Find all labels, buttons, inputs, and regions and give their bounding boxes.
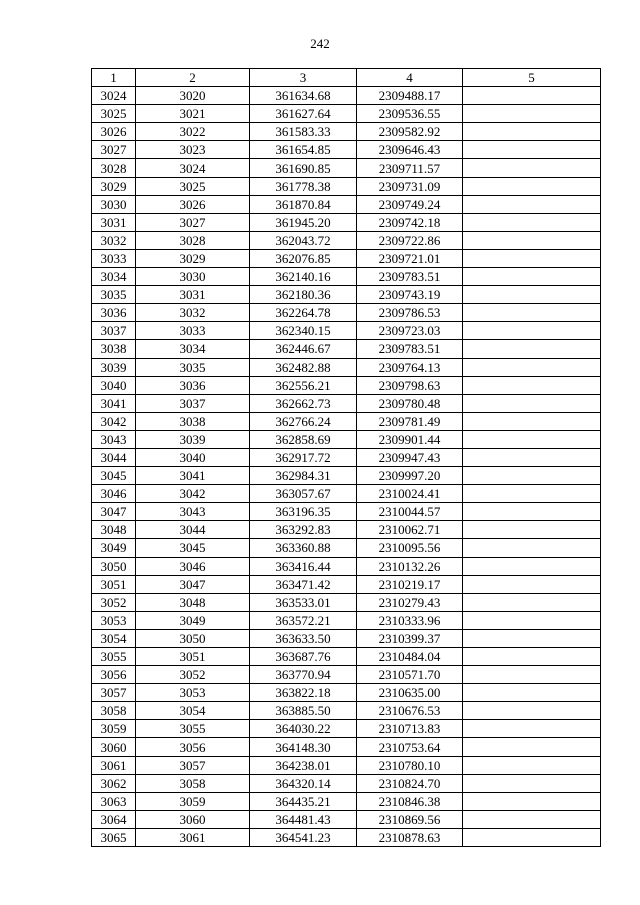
table-cell: 2310044.57 bbox=[357, 503, 463, 521]
table-cell bbox=[463, 629, 601, 647]
table-cell: 2309536.55 bbox=[357, 105, 463, 123]
table-cell: 3064 bbox=[92, 810, 136, 828]
table-cell: 3045 bbox=[92, 467, 136, 485]
table-cell: 3030 bbox=[92, 195, 136, 213]
table-cell: 3034 bbox=[136, 340, 250, 358]
table-cell bbox=[463, 141, 601, 159]
table-cell: 2310333.96 bbox=[357, 611, 463, 629]
table-cell: 3055 bbox=[92, 648, 136, 666]
table-row bbox=[92, 593, 601, 611]
table-cell bbox=[463, 774, 601, 792]
table-row bbox=[92, 702, 601, 720]
table-cell: 2309731.09 bbox=[357, 177, 463, 195]
table-cell: 2309488.17 bbox=[357, 87, 463, 105]
table-cell: 3039 bbox=[136, 430, 250, 448]
table-cell: 3024 bbox=[92, 87, 136, 105]
table-cell: 3025 bbox=[92, 105, 136, 123]
table-cell: 3044 bbox=[136, 521, 250, 539]
table-cell: 2310571.70 bbox=[357, 666, 463, 684]
table-cell bbox=[463, 249, 601, 267]
table-cell: 3022 bbox=[136, 123, 250, 141]
table-cell bbox=[463, 467, 601, 485]
column-header: 3 bbox=[250, 69, 357, 87]
table-cell: 364481.43 bbox=[250, 810, 357, 828]
table-cell: 361634.68 bbox=[250, 87, 357, 105]
table-row bbox=[92, 648, 601, 666]
table-cell bbox=[463, 123, 601, 141]
table-cell bbox=[463, 322, 601, 340]
table-cell: 3049 bbox=[92, 539, 136, 557]
table-cell: 3042 bbox=[92, 412, 136, 430]
table-cell: 364435.21 bbox=[250, 792, 357, 810]
table-cell: 363292.83 bbox=[250, 521, 357, 539]
table-cell: 3059 bbox=[136, 792, 250, 810]
table-body bbox=[92, 87, 601, 847]
table-row bbox=[92, 231, 601, 249]
table-cell: 3059 bbox=[92, 720, 136, 738]
table-row bbox=[92, 322, 601, 340]
table-cell: 2309798.63 bbox=[357, 376, 463, 394]
table-cell bbox=[463, 430, 601, 448]
table-cell: 2309646.43 bbox=[357, 141, 463, 159]
table-row bbox=[92, 177, 601, 195]
table-cell bbox=[463, 268, 601, 286]
table-cell: 3058 bbox=[92, 702, 136, 720]
table-cell: 3034 bbox=[92, 268, 136, 286]
table-row bbox=[92, 738, 601, 756]
table-cell: 3026 bbox=[136, 195, 250, 213]
table-cell: 3030 bbox=[136, 268, 250, 286]
table-cell: 3027 bbox=[92, 141, 136, 159]
table-row bbox=[92, 810, 601, 828]
table-cell: 362340.15 bbox=[250, 322, 357, 340]
table-row bbox=[92, 666, 601, 684]
table-cell: 3061 bbox=[92, 756, 136, 774]
table-cell bbox=[463, 358, 601, 376]
table-cell bbox=[463, 87, 601, 105]
table-cell: 2310062.71 bbox=[357, 521, 463, 539]
table-cell: 3062 bbox=[92, 774, 136, 792]
table-row bbox=[92, 394, 601, 412]
table-cell bbox=[463, 177, 601, 195]
table-cell: 2310635.00 bbox=[357, 684, 463, 702]
table-cell: 3032 bbox=[136, 304, 250, 322]
table-cell bbox=[463, 828, 601, 846]
table-cell: 3054 bbox=[92, 629, 136, 647]
table-cell: 3033 bbox=[92, 249, 136, 267]
table-cell: 362264.78 bbox=[250, 304, 357, 322]
table-cell: 364148.30 bbox=[250, 738, 357, 756]
table-row bbox=[92, 629, 601, 647]
table-cell: 3032 bbox=[92, 231, 136, 249]
table-cell: 2310484.04 bbox=[357, 648, 463, 666]
table-cell: 3048 bbox=[136, 593, 250, 611]
table-cell bbox=[463, 738, 601, 756]
table-cell: 2309783.51 bbox=[357, 340, 463, 358]
table-cell: 3027 bbox=[136, 213, 250, 231]
table-cell: 3057 bbox=[136, 756, 250, 774]
table-cell: 363572.21 bbox=[250, 611, 357, 629]
table-row bbox=[92, 792, 601, 810]
table-cell: 3056 bbox=[136, 738, 250, 756]
table-row bbox=[92, 304, 601, 322]
table-cell: 3043 bbox=[136, 503, 250, 521]
table-cell: 362858.69 bbox=[250, 430, 357, 448]
table-cell: 3037 bbox=[136, 394, 250, 412]
table-cell: 2309743.19 bbox=[357, 286, 463, 304]
table-cell: 2310399.37 bbox=[357, 629, 463, 647]
table-cell: 3036 bbox=[92, 304, 136, 322]
table-cell bbox=[463, 575, 601, 593]
table-cell: 2310824.70 bbox=[357, 774, 463, 792]
table-cell bbox=[463, 503, 601, 521]
table-cell bbox=[463, 105, 601, 123]
table-cell: 3041 bbox=[136, 467, 250, 485]
table-cell: 2309783.51 bbox=[357, 268, 463, 286]
table-cell: 362180.36 bbox=[250, 286, 357, 304]
table-cell bbox=[463, 485, 601, 503]
table-cell: 3052 bbox=[92, 593, 136, 611]
table-cell bbox=[463, 702, 601, 720]
table-cell: 2309723.03 bbox=[357, 322, 463, 340]
table-cell: 363360.88 bbox=[250, 539, 357, 557]
table-cell: 363822.18 bbox=[250, 684, 357, 702]
table-cell: 3055 bbox=[136, 720, 250, 738]
table-row bbox=[92, 521, 601, 539]
table-cell bbox=[463, 304, 601, 322]
table-cell: 362662.73 bbox=[250, 394, 357, 412]
table-cell: 3060 bbox=[92, 738, 136, 756]
table-cell: 3046 bbox=[92, 485, 136, 503]
coordinates-table bbox=[91, 68, 601, 847]
table-cell: 3047 bbox=[92, 503, 136, 521]
table-cell: 364238.01 bbox=[250, 756, 357, 774]
table-cell bbox=[463, 792, 601, 810]
table-cell: 2309582.92 bbox=[357, 123, 463, 141]
table-row bbox=[92, 539, 601, 557]
table-cell: 3035 bbox=[136, 358, 250, 376]
column-header: 5 bbox=[463, 69, 601, 87]
table-cell: 3051 bbox=[136, 648, 250, 666]
table-row bbox=[92, 756, 601, 774]
table-cell: 3025 bbox=[136, 177, 250, 195]
table-row bbox=[92, 159, 601, 177]
table-cell: 2309781.49 bbox=[357, 412, 463, 430]
table-cell bbox=[463, 720, 601, 738]
table-cell: 363533.01 bbox=[250, 593, 357, 611]
table-cell: 361945.20 bbox=[250, 213, 357, 231]
table-cell: 2310878.63 bbox=[357, 828, 463, 846]
table-cell bbox=[463, 213, 601, 231]
table-cell: 361583.33 bbox=[250, 123, 357, 141]
table-cell bbox=[463, 756, 601, 774]
table-cell: 3053 bbox=[136, 684, 250, 702]
table-cell: 3065 bbox=[92, 828, 136, 846]
table-cell bbox=[463, 648, 601, 666]
table-cell: 2309721.01 bbox=[357, 249, 463, 267]
table-cell: 3028 bbox=[136, 231, 250, 249]
table-row bbox=[92, 249, 601, 267]
table-cell bbox=[463, 159, 601, 177]
table-cell bbox=[463, 810, 601, 828]
table-cell: 364030.22 bbox=[250, 720, 357, 738]
table-cell: 2310676.53 bbox=[357, 702, 463, 720]
table-row bbox=[92, 575, 601, 593]
table-row bbox=[92, 195, 601, 213]
table-cell: 3038 bbox=[136, 412, 250, 430]
table-cell: 3046 bbox=[136, 557, 250, 575]
table-row bbox=[92, 684, 601, 702]
table-cell: 362984.31 bbox=[250, 467, 357, 485]
table-cell bbox=[463, 557, 601, 575]
table-cell: 2309901.44 bbox=[357, 430, 463, 448]
table-cell: 361627.64 bbox=[250, 105, 357, 123]
table-cell: 3038 bbox=[92, 340, 136, 358]
table-cell bbox=[463, 684, 601, 702]
table-cell: 3040 bbox=[92, 376, 136, 394]
table-cell: 363687.76 bbox=[250, 648, 357, 666]
table-cell: 2309722.86 bbox=[357, 231, 463, 249]
table-cell: 362917.72 bbox=[250, 448, 357, 466]
table-cell: 3063 bbox=[92, 792, 136, 810]
table-cell: 3026 bbox=[92, 123, 136, 141]
table-cell: 2310024.41 bbox=[357, 485, 463, 503]
table-row bbox=[92, 376, 601, 394]
table-row bbox=[92, 286, 601, 304]
table-cell bbox=[463, 666, 601, 684]
table-cell bbox=[463, 286, 601, 304]
table-cell: 364320.14 bbox=[250, 774, 357, 792]
table-cell bbox=[463, 448, 601, 466]
table-cell: 361778.38 bbox=[250, 177, 357, 195]
column-header: 4 bbox=[357, 69, 463, 87]
table-cell: 3048 bbox=[92, 521, 136, 539]
table-cell: 363885.50 bbox=[250, 702, 357, 720]
page-number: 242 bbox=[310, 36, 330, 51]
table-cell: 362076.85 bbox=[250, 249, 357, 267]
table-cell: 3060 bbox=[136, 810, 250, 828]
table-cell: 3050 bbox=[136, 629, 250, 647]
column-header: 1 bbox=[92, 69, 136, 87]
table-cell: 3045 bbox=[136, 539, 250, 557]
table-cell: 2309947.43 bbox=[357, 448, 463, 466]
table-cell: 362482.88 bbox=[250, 358, 357, 376]
table-cell: 2309742.18 bbox=[357, 213, 463, 231]
table-row bbox=[92, 412, 601, 430]
table-row bbox=[92, 503, 601, 521]
table-row bbox=[92, 105, 601, 123]
table-cell: 2310132.26 bbox=[357, 557, 463, 575]
table-cell: 2309780.48 bbox=[357, 394, 463, 412]
table-row bbox=[92, 268, 601, 286]
table-row bbox=[92, 720, 601, 738]
table-cell: 3023 bbox=[136, 141, 250, 159]
table-cell: 363770.94 bbox=[250, 666, 357, 684]
table-cell bbox=[463, 412, 601, 430]
table-cell: 361654.85 bbox=[250, 141, 357, 159]
table-cell: 363057.67 bbox=[250, 485, 357, 503]
table-cell: 2309749.24 bbox=[357, 195, 463, 213]
table-cell: 3029 bbox=[92, 177, 136, 195]
table-cell: 3033 bbox=[136, 322, 250, 340]
column-header: 2 bbox=[136, 69, 250, 87]
table-cell: 3037 bbox=[92, 322, 136, 340]
table-cell: 362446.67 bbox=[250, 340, 357, 358]
table-row bbox=[92, 485, 601, 503]
table-cell: 361690.85 bbox=[250, 159, 357, 177]
table-cell: 2309786.53 bbox=[357, 304, 463, 322]
table-cell bbox=[463, 376, 601, 394]
table-cell: 3044 bbox=[92, 448, 136, 466]
table-cell: 3043 bbox=[92, 430, 136, 448]
table-cell: 2310753.64 bbox=[357, 738, 463, 756]
table-cell: 3035 bbox=[92, 286, 136, 304]
table-cell bbox=[463, 521, 601, 539]
table-cell: 3058 bbox=[136, 774, 250, 792]
table-cell: 3056 bbox=[92, 666, 136, 684]
table-cell bbox=[463, 340, 601, 358]
table-cell: 2309997.20 bbox=[357, 467, 463, 485]
table-row bbox=[92, 828, 601, 846]
table-cell: 364541.23 bbox=[250, 828, 357, 846]
table-cell: 2310780.10 bbox=[357, 756, 463, 774]
table-cell: 3051 bbox=[92, 575, 136, 593]
table-cell: 3042 bbox=[136, 485, 250, 503]
table-cell: 2310279.43 bbox=[357, 593, 463, 611]
table-cell: 363196.35 bbox=[250, 503, 357, 521]
table-cell: 3049 bbox=[136, 611, 250, 629]
table-header bbox=[92, 69, 601, 87]
table-cell: 2309764.13 bbox=[357, 358, 463, 376]
table-cell: 2310846.38 bbox=[357, 792, 463, 810]
table-row bbox=[92, 467, 601, 485]
table-cell: 363416.44 bbox=[250, 557, 357, 575]
table-cell: 3053 bbox=[92, 611, 136, 629]
table-cell: 2310095.56 bbox=[357, 539, 463, 557]
table-cell: 3050 bbox=[92, 557, 136, 575]
table-cell: 3061 bbox=[136, 828, 250, 846]
table-row bbox=[92, 611, 601, 629]
table-cell: 3020 bbox=[136, 87, 250, 105]
table-cell: 362140.16 bbox=[250, 268, 357, 286]
table-row bbox=[92, 87, 601, 105]
table-cell: 361870.84 bbox=[250, 195, 357, 213]
table-cell: 2310713.83 bbox=[357, 720, 463, 738]
table-row bbox=[92, 141, 601, 159]
table-cell: 362766.24 bbox=[250, 412, 357, 430]
table-cell: 3041 bbox=[92, 394, 136, 412]
table-cell bbox=[463, 611, 601, 629]
table-row bbox=[92, 340, 601, 358]
table-cell: 3052 bbox=[136, 666, 250, 684]
table-cell bbox=[463, 394, 601, 412]
table-row bbox=[92, 448, 601, 466]
table-cell: 3047 bbox=[136, 575, 250, 593]
table-cell: 362043.72 bbox=[250, 231, 357, 249]
table-cell: 3021 bbox=[136, 105, 250, 123]
table-cell: 3028 bbox=[92, 159, 136, 177]
table-cell bbox=[463, 593, 601, 611]
table-row bbox=[92, 358, 601, 376]
table-row bbox=[92, 430, 601, 448]
table-cell: 363471.42 bbox=[250, 575, 357, 593]
table-cell: 2309711.57 bbox=[357, 159, 463, 177]
table-cell: 3024 bbox=[136, 159, 250, 177]
table-cell: 2310869.56 bbox=[357, 810, 463, 828]
table-row bbox=[92, 213, 601, 231]
table-cell bbox=[463, 231, 601, 249]
table-cell: 3040 bbox=[136, 448, 250, 466]
table-cell: 3057 bbox=[92, 684, 136, 702]
table-cell: 2310219.17 bbox=[357, 575, 463, 593]
table-cell: 3031 bbox=[92, 213, 136, 231]
table-cell: 3054 bbox=[136, 702, 250, 720]
table-cell: 3029 bbox=[136, 249, 250, 267]
table-cell: 3039 bbox=[92, 358, 136, 376]
table-row bbox=[92, 123, 601, 141]
table-cell bbox=[463, 195, 601, 213]
table-cell: 363633.50 bbox=[250, 629, 357, 647]
table-cell: 362556.21 bbox=[250, 376, 357, 394]
header-row bbox=[92, 69, 601, 87]
table-cell bbox=[463, 539, 601, 557]
table-row bbox=[92, 557, 601, 575]
table-cell: 3031 bbox=[136, 286, 250, 304]
table-cell: 3036 bbox=[136, 376, 250, 394]
table-row bbox=[92, 774, 601, 792]
